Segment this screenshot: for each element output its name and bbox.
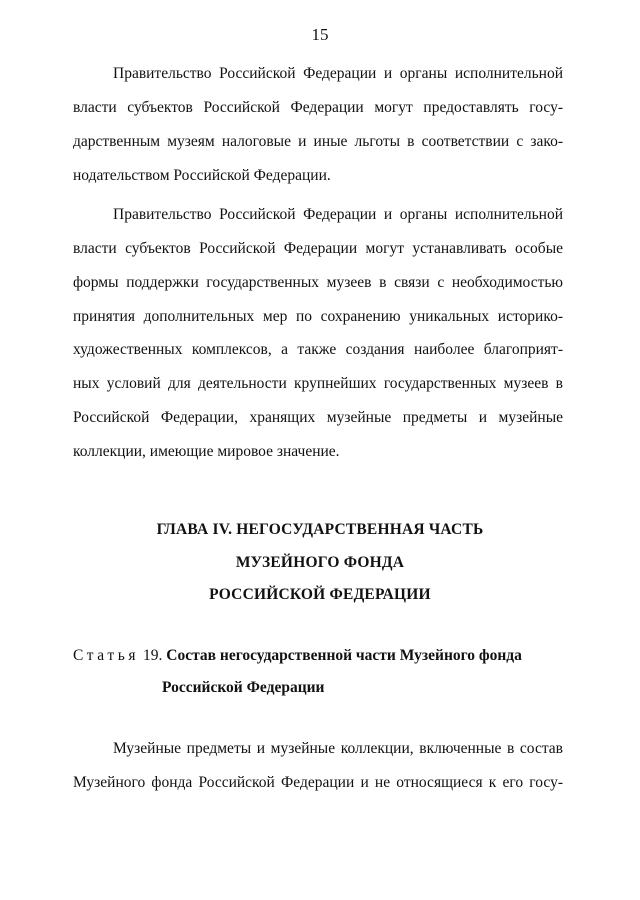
paragraph-line: Музейного фонда Российской Федерации и не относящиеся к его госу- — [73, 774, 563, 791]
article-heading-line — [73, 646, 522, 666]
paragraph-line: принятия дополнительных мер по сохранению уникальных историко- — [73, 308, 563, 325]
paragraph-line: формы поддержки государственных музеев в связи с необходимостью — [73, 274, 563, 291]
paragraph-line: власти субъектов Российской Федерации могут предоставлять госу- — [73, 99, 563, 116]
article-number: 19. — [143, 647, 163, 664]
article-label: Статья — [73, 647, 140, 664]
paragraph-line: власти субъектов Российской Федерации могут устанавливать особые — [73, 240, 563, 257]
paragraph-line: нодательством Российской Федерации. — [73, 167, 331, 184]
chapter-heading-line: МУЗЕЙНОГО ФОНДА — [235, 554, 405, 571]
paragraph-line: Музейные предметы и музейные коллекции, включенные в состав — [113, 740, 563, 757]
paragraph-line: Правительство Российской Федерации и органы исполнительной — [113, 65, 563, 82]
paragraph-line: художественных комплексов, а также создания наиболее благоприят- — [73, 341, 563, 358]
paragraph-line: коллекции, имеющие мировое значение. — [73, 443, 340, 460]
paragraph-line: Правительство Российской Федерации и органы исполнительной — [113, 206, 563, 223]
paragraph-line: ных условий для деятельности крупнейших государственных музеев в — [73, 375, 563, 392]
article-title: Состав негосударственной части Музейного фонда — [166, 647, 522, 664]
article-title-continued: Российской Федерации — [162, 679, 325, 696]
paragraph-line: дарственным музеям налоговые и иные льготы в соответствии с зако- — [73, 133, 563, 150]
chapter-heading-line: РОССИЙСКОЙ ФЕДЕРАЦИИ — [209, 586, 431, 603]
page-number: 15 — [311, 25, 329, 44]
chapter-heading-line: ГЛАВА IV. НЕГОСУДАРСТВЕННАЯ ЧАСТЬ — [156, 521, 484, 538]
paragraph-line: Российской Федерации, хранящих музейные предметы и музейные — [73, 409, 563, 426]
